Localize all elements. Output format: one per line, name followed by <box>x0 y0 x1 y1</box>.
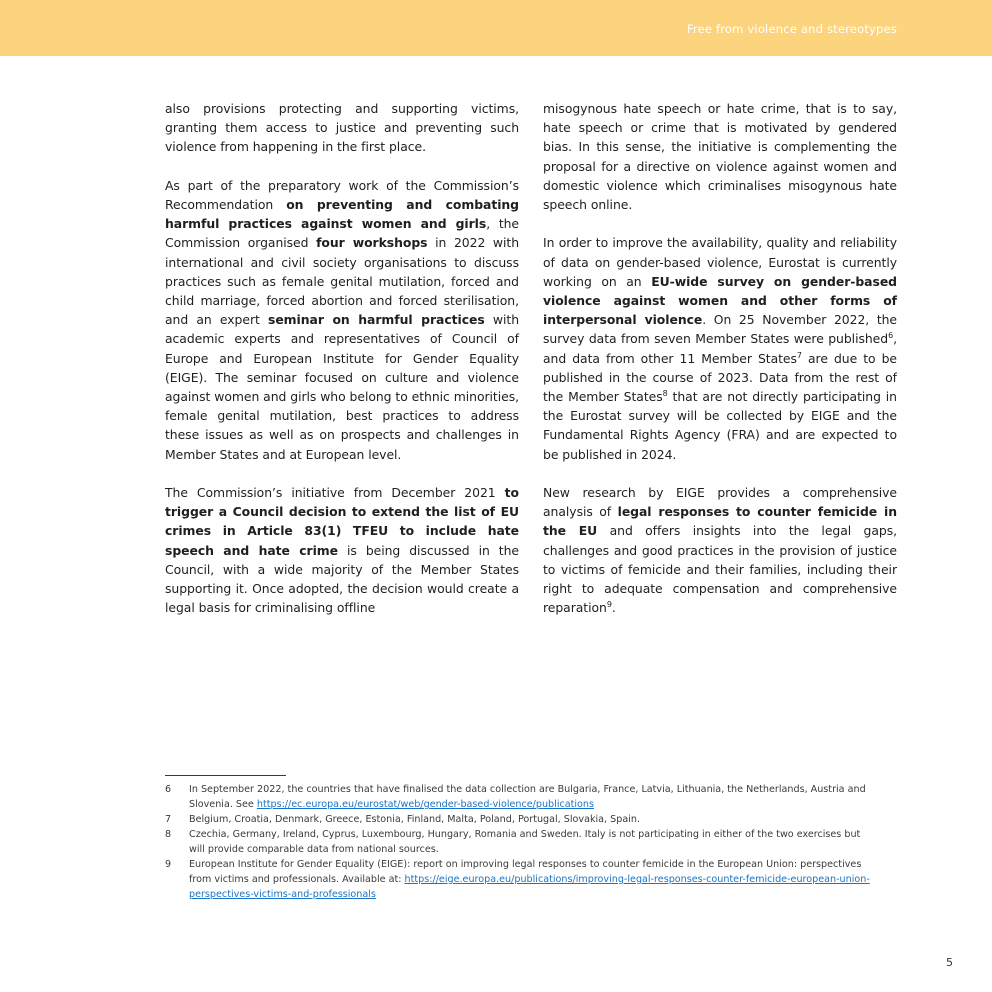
footnote-ref[interactable]: 9 <box>606 600 612 610</box>
right-paragraph-3 <box>543 483 897 617</box>
footnote-body: European Institute for Gender Equality (EIGE): report on improving legal responses to counter femicide in the European Union: perspectives from victims and professionals. Available at: <box>189 859 862 885</box>
bold-run: four workshops <box>316 235 428 251</box>
bold-run: on preventing and combating harmful practices against women and girls <box>165 197 519 232</box>
footnote-ref[interactable]: 6 <box>888 331 894 341</box>
footnote-text: Czechia, Germany, Ireland, Cyprus, Luxembourg, Hungary, Romania and Sweden. Italy is not participating in either of the two exercises but will provide comparable data from national sources. <box>189 829 861 855</box>
right-column <box>543 99 897 637</box>
footnote-divider <box>165 775 286 776</box>
text-run: , and data from other 11 Member States <box>543 331 897 366</box>
footnote-text <box>189 782 877 812</box>
text-run: in 2022 with international and civil society organisations to discuss practices such as female genital mutilation, forced and child marriage, forced abortion and forced sterilisation, and an expert <box>165 235 519 328</box>
text-run: In order to improve the availability, quality and reliability of data on gender-based violence, Eurostat is currently working on an <box>543 235 897 289</box>
text-run: with academic experts and representatives of Council of Europe and European Institute for Gender Equality (EIGE). The seminar focused on culture and violence against women and girls who belong to ethnic minorities, female genital mutilation, best practices to address these issues as well as on prospects and challenges in Member States and at European level. <box>165 312 519 462</box>
right-paragraph-2 <box>543 233 897 463</box>
footnotes <box>165 782 877 902</box>
footnote-number: 7 <box>165 814 172 825</box>
text-run: and offers insights into the legal gaps, challenges and good practices in the provision of justice to victims of femicide and their families, including their right to adequate compensation and comprehensive reparation <box>543 523 898 616</box>
footnote-text <box>189 857 877 902</box>
bold-run: to trigger a Council decision to extend the list of EU crimes in Article 83(1) TFEU to include hate speech and hate crime <box>165 485 519 558</box>
footnote-ref[interactable]: 8 <box>662 389 668 399</box>
left-paragraph-2 <box>165 176 519 464</box>
footnote-ref[interactable]: 7 <box>796 350 802 360</box>
bold-run: EU-wide survey on gender-based violence against women and other forms of interpersonal violence <box>543 273 897 328</box>
footnote-text: Belgium, Croatia, Denmark, Greece, Estonia, Finland, Malta, Poland, Portugal, Slovakia, Spain. <box>189 814 641 825</box>
left-paragraph-1: also provisions protecting and supporting victims, granting them access to justice and preventing such violence from happening in the first place. <box>165 101 519 155</box>
text-run: that are not directly participating in the Eurostat survey will be collected by EIGE and the Fundamental Rights Agency (FRA) and are expected to be published in 2024. <box>543 389 897 462</box>
footnote-9 <box>165 857 877 902</box>
left-column <box>165 99 519 637</box>
footnote-body: In September 2022, the countries that have finalised the data collection are Bulgaria, France, Latvia, Lithuania, the Netherlands, Austria and Slovenia. See <box>189 784 866 810</box>
footnote-number: 8 <box>165 829 172 840</box>
text-run: . On 25 November 2022, the survey data from seven Member States were published <box>543 312 898 347</box>
page-number: 5 <box>946 956 953 969</box>
footnote-number: 6 <box>165 784 172 795</box>
text-run: As part of the preparatory work of the Commission’s Recommendation <box>165 177 519 212</box>
footnote-8 <box>165 827 877 857</box>
running-header-title: Free from violence and stereotypes <box>686 22 897 36</box>
bold-run: seminar on harmful practices <box>268 312 485 328</box>
text-run: are due to be published in the course of 2023. Data from the rest of the Member States <box>543 350 897 405</box>
text-run: , the Commission organised <box>165 216 519 251</box>
text-run: . <box>611 600 616 616</box>
header-banner <box>0 0 992 56</box>
right-paragraph-1: misogynous hate speech or hate crime, that is to say, hate speech or crime that is motivated by gendered bias. In this sense, the initiative is complementing the proposal for a directive on violence against women and domestic violence which criminalises misogynous hate speech online. <box>543 101 897 213</box>
eurostat-publications-link[interactable]: https://ec.europa.eu/eurostat/web/gender-based-violence/publications <box>256 799 595 810</box>
eige-femicide-report-link[interactable]: https://eige.europa.eu/publications/improving-legal-responses-counter-femicide-european-union-perspectives-victims-and-professionals <box>189 874 870 900</box>
footnote-number: 9 <box>165 859 172 870</box>
left-paragraph-3 <box>165 483 519 617</box>
text-run: New research by EIGE provides a comprehensive analysis of <box>543 485 897 520</box>
text-run: The Commission’s initiative from December 2021 <box>165 485 505 501</box>
bold-run: legal responses to counter femicide in the EU <box>543 504 897 539</box>
footnote-7 <box>165 812 877 827</box>
footnote-6 <box>165 782 877 812</box>
text-run: is being discussed in the Council, with a wide majority of the Member States supporting it. Once adopted, the decision would create a legal basis for criminalising offline <box>165 542 519 616</box>
